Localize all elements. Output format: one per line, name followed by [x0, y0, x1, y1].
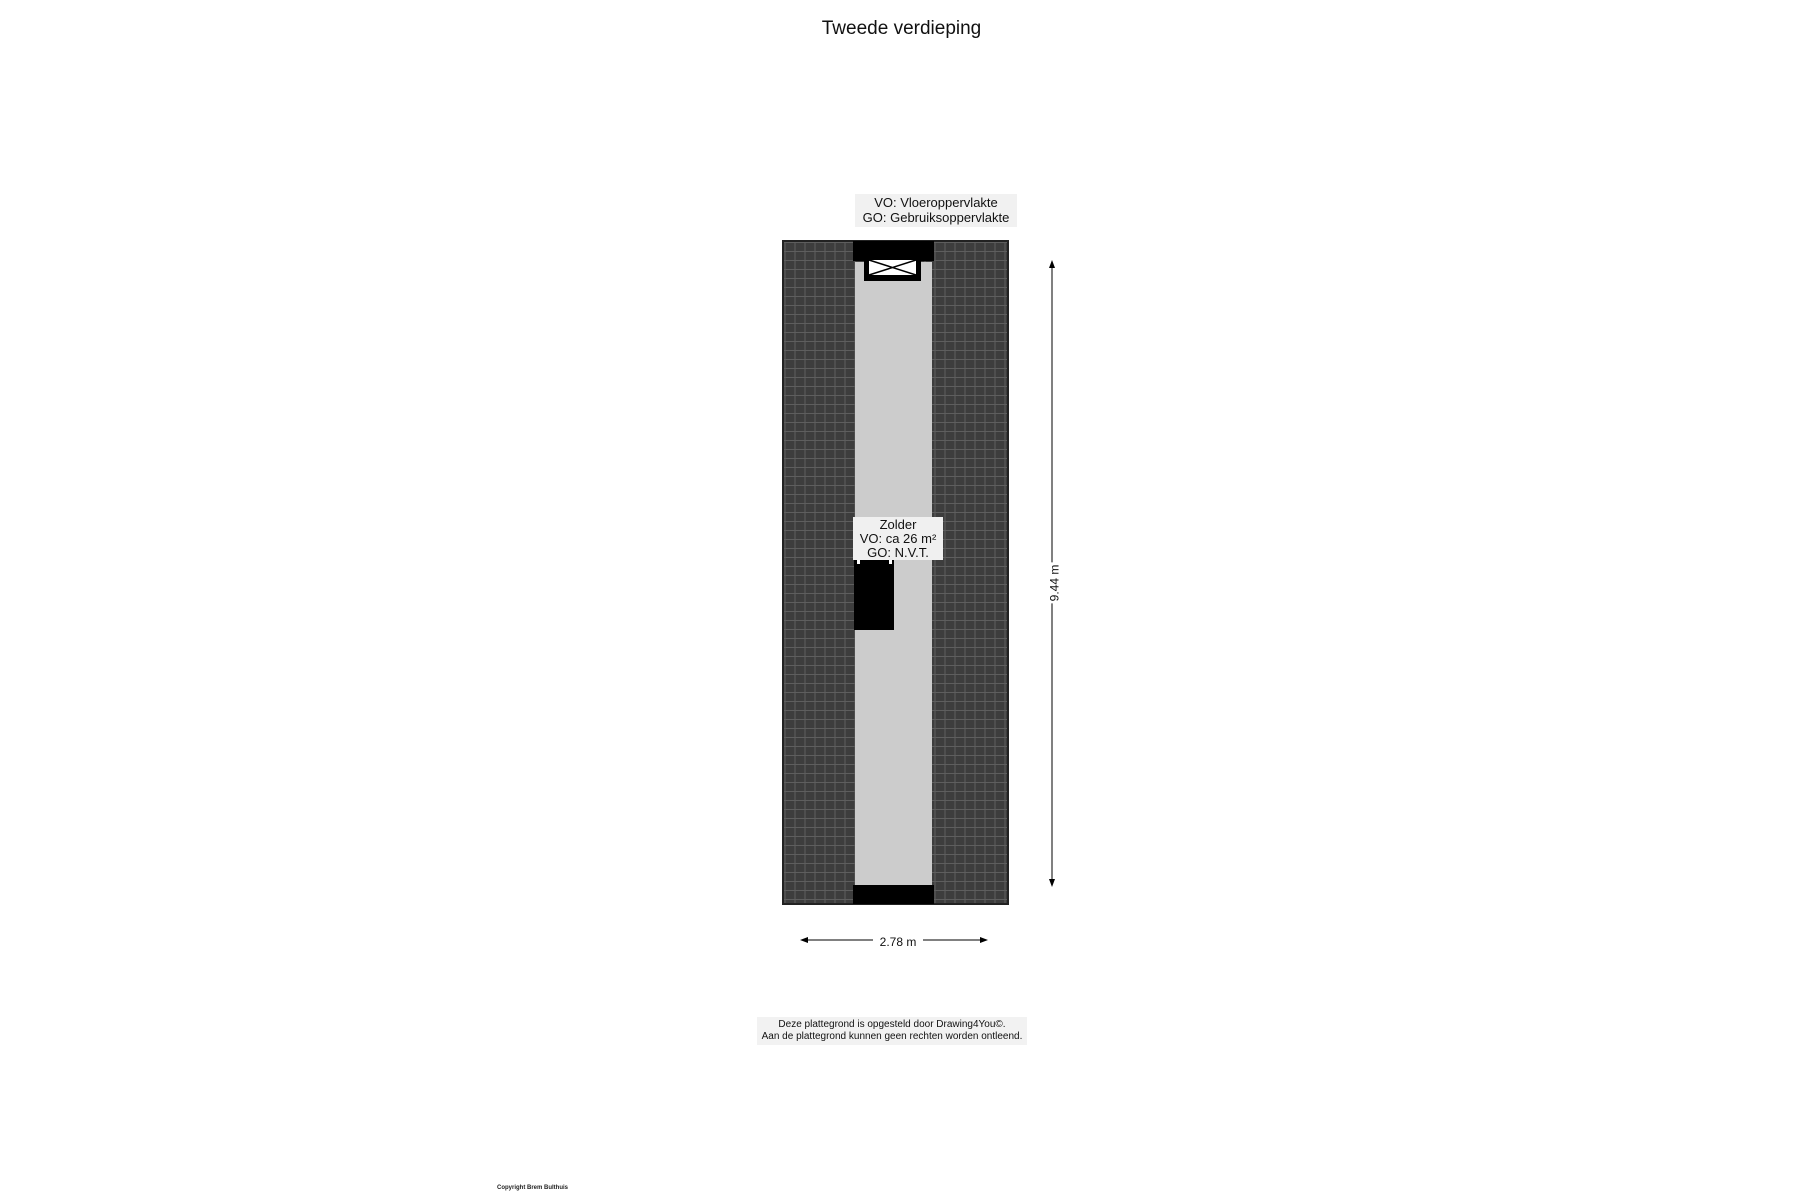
bottom-wall — [853, 885, 934, 904]
dimension-height-label: 9.44 m — [1047, 564, 1062, 602]
skylight — [864, 256, 921, 281]
floor-title: Tweede verdieping — [821, 18, 982, 39]
disclaimer — [757, 1017, 1027, 1045]
legend-go: GO: Gebruiksoppervlakte — [862, 210, 1010, 225]
dimension-width-label: 2.78 m — [873, 935, 923, 949]
chimney-block — [854, 556, 894, 630]
room-go: GO: N.V.T. — [867, 545, 929, 560]
copyright: Copyright Brem Bulthuis — [497, 1185, 569, 1191]
disclaimer-line1: Deze plattegrond is opgesteld door Drawing4You©. — [778, 1019, 1006, 1030]
room-label — [853, 517, 943, 560]
room-vo: VO: ca 26 m² — [859, 531, 937, 546]
legend-vo: VO: Vloeroppervlakte — [874, 195, 998, 210]
disclaimer-line2: Aan de plattegrond kunnen geen rechten worden ontleend. — [761, 1031, 1023, 1042]
room-name: Zolder — [879, 517, 917, 532]
